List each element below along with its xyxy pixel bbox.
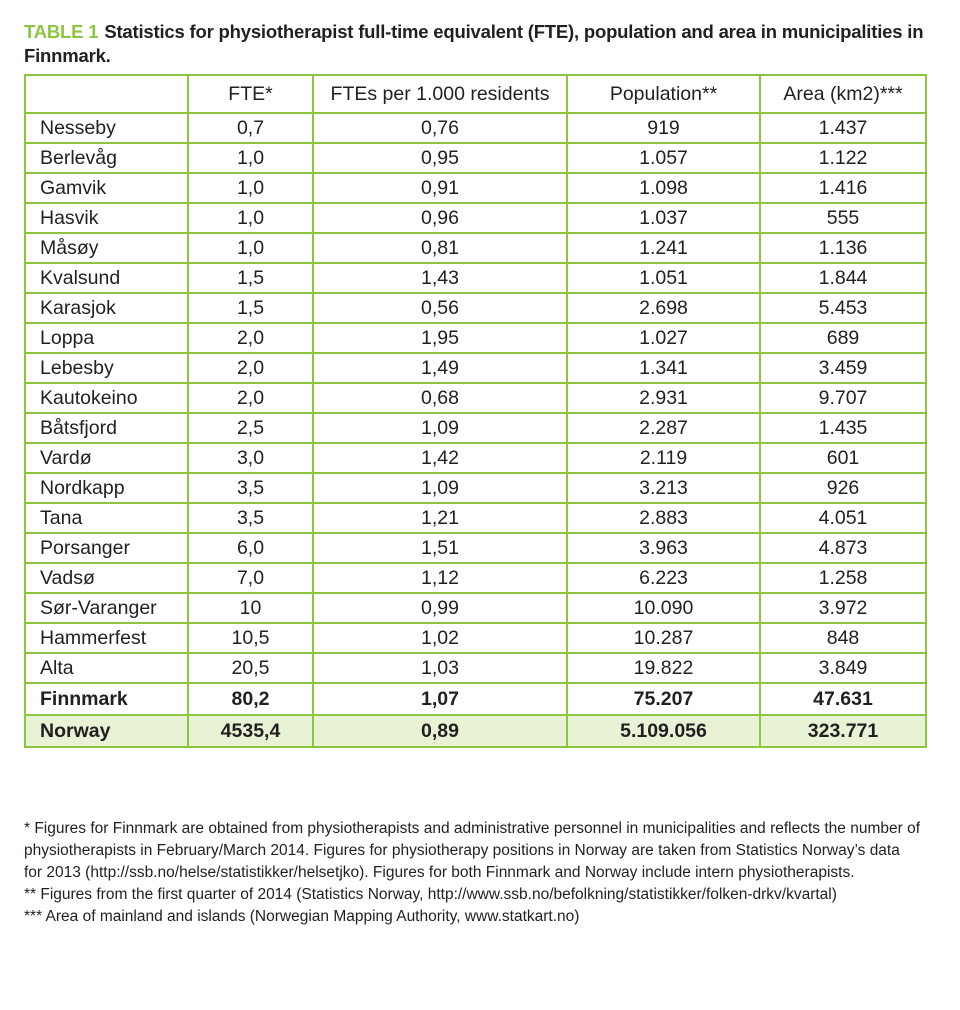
population-cell: 5.109.056 [567, 715, 760, 747]
header-row [25, 75, 926, 113]
municipality-cell: Tana [25, 503, 188, 533]
area-cell: 9.707 [760, 383, 926, 413]
table-row [25, 353, 926, 383]
fte-cell: 10,5 [188, 623, 313, 653]
fte-per-1000-cell: 1,43 [313, 263, 567, 293]
fte-per-1000-cell: 0,89 [313, 715, 567, 747]
fte-per-1000-cell: 0,56 [313, 293, 567, 323]
municipality-cell: Måsøy [25, 233, 188, 263]
table-row [25, 293, 926, 323]
fte-cell: 1,0 [188, 173, 313, 203]
header-municipality [25, 75, 188, 113]
population-cell: 919 [567, 113, 760, 143]
table-row [25, 173, 926, 203]
fte-per-1000-cell: 1,03 [313, 653, 567, 683]
area-cell: 1.435 [760, 413, 926, 443]
table-row [25, 143, 926, 173]
population-cell: 2.287 [567, 413, 760, 443]
table-row [25, 653, 926, 683]
fte-cell: 1,0 [188, 233, 313, 263]
area-cell: 926 [760, 473, 926, 503]
municipality-cell: Karasjok [25, 293, 188, 323]
fte-per-1000-cell: 0,95 [313, 143, 567, 173]
area-cell: 1.258 [760, 563, 926, 593]
area-cell: 1.844 [760, 263, 926, 293]
table-row [25, 203, 926, 233]
population-cell: 10.090 [567, 593, 760, 623]
area-cell: 1.136 [760, 233, 926, 263]
total-row [25, 683, 926, 715]
municipality-cell: Hasvik [25, 203, 188, 233]
table-row [25, 503, 926, 533]
fte-cell: 6,0 [188, 533, 313, 563]
population-cell: 1.051 [567, 263, 760, 293]
fte-per-1000-cell: 1,02 [313, 623, 567, 653]
population-cell: 1.341 [567, 353, 760, 383]
population-cell: 19.822 [567, 653, 760, 683]
fte-cell: 4535,4 [188, 715, 313, 747]
fte-cell: 1,5 [188, 263, 313, 293]
fte-per-1000-cell: 1,42 [313, 443, 567, 473]
fte-per-1000-cell: 0,81 [313, 233, 567, 263]
area-cell: 3.459 [760, 353, 926, 383]
footnotes [24, 818, 920, 928]
footnote-fte: * Figures for Finnmark are obtained from physiotherapists and administrative personnel in municipalities and reflects the number of physiotherapists in February/March 2014. Figures for physiotherapy positions in Norway are taken from Statistics Norway’s data for 2013 (http://ssb.no/helse/statistikker/helsetjko). Figures for both Finnmark and Norway include intern physiotherapists. [24, 820, 920, 881]
population-cell: 1.098 [567, 173, 760, 203]
table-row [25, 473, 926, 503]
table-row [25, 623, 926, 653]
table-row [25, 113, 926, 143]
table-row [25, 443, 926, 473]
population-cell: 1.057 [567, 143, 760, 173]
table-caption [24, 20, 924, 68]
municipality-cell: Loppa [25, 323, 188, 353]
area-cell: 3.972 [760, 593, 926, 623]
fte-per-1000-cell: 1,09 [313, 473, 567, 503]
table-row [25, 593, 926, 623]
fte-cell: 80,2 [188, 683, 313, 715]
population-cell: 6.223 [567, 563, 760, 593]
municipality-cell: Kvalsund [25, 263, 188, 293]
footnote-area: *** Area of mainland and islands (Norwegian Mapping Authority, www.statkart.no) [24, 908, 580, 925]
total-row [25, 715, 926, 747]
municipality-cell: Finnmark [25, 683, 188, 715]
population-cell: 10.287 [567, 623, 760, 653]
municipality-cell: Kautokeino [25, 383, 188, 413]
table-row [25, 263, 926, 293]
table-row [25, 413, 926, 443]
municipality-cell: Alta [25, 653, 188, 683]
area-cell: 47.631 [760, 683, 926, 715]
area-cell: 3.849 [760, 653, 926, 683]
population-cell: 3.963 [567, 533, 760, 563]
table-row [25, 563, 926, 593]
area-cell: 555 [760, 203, 926, 233]
header-area: Area (km2)*** [760, 75, 926, 113]
area-cell: 689 [760, 323, 926, 353]
table-row [25, 233, 926, 263]
fte-per-1000-cell: 1,12 [313, 563, 567, 593]
table-body [25, 113, 926, 747]
statistics-table [24, 74, 927, 748]
municipality-cell: Båtsfjord [25, 413, 188, 443]
table-title: Statistics for physiotherapist full-time equivalent (FTE), population and area in municipalities in Finnmark. [24, 21, 924, 66]
fte-per-1000-cell: 1,09 [313, 413, 567, 443]
area-cell: 5.453 [760, 293, 926, 323]
header-fte: FTE* [188, 75, 313, 113]
fte-cell: 1,0 [188, 203, 313, 233]
fte-per-1000-cell: 1,51 [313, 533, 567, 563]
fte-per-1000-cell: 1,07 [313, 683, 567, 715]
area-cell: 1.416 [760, 173, 926, 203]
fte-per-1000-cell: 1,21 [313, 503, 567, 533]
fte-cell: 1,5 [188, 293, 313, 323]
municipality-cell: Sør-Varanger [25, 593, 188, 623]
table-row [25, 383, 926, 413]
table-label: TABLE 1 [24, 21, 99, 42]
population-cell: 1.241 [567, 233, 760, 263]
area-cell: 848 [760, 623, 926, 653]
municipality-cell: Berlevåg [25, 143, 188, 173]
municipality-cell: Gamvik [25, 173, 188, 203]
fte-cell: 2,0 [188, 323, 313, 353]
table-row [25, 533, 926, 563]
fte-cell: 3,5 [188, 473, 313, 503]
municipality-cell: Porsanger [25, 533, 188, 563]
fte-cell: 20,5 [188, 653, 313, 683]
fte-per-1000-cell: 0,99 [313, 593, 567, 623]
fte-cell: 7,0 [188, 563, 313, 593]
fte-cell: 1,0 [188, 143, 313, 173]
area-cell: 1.122 [760, 143, 926, 173]
fte-per-1000-cell: 0,91 [313, 173, 567, 203]
header-population: Population** [567, 75, 760, 113]
fte-per-1000-cell: 1,49 [313, 353, 567, 383]
municipality-cell: Vadsø [25, 563, 188, 593]
population-cell: 2.698 [567, 293, 760, 323]
population-cell: 2.119 [567, 443, 760, 473]
population-cell: 2.883 [567, 503, 760, 533]
area-cell: 601 [760, 443, 926, 473]
fte-cell: 0,7 [188, 113, 313, 143]
header-fte-per-1000: FTEs per 1.000 residents [313, 75, 567, 113]
table-row [25, 323, 926, 353]
area-cell: 4.873 [760, 533, 926, 563]
area-cell: 4.051 [760, 503, 926, 533]
fte-cell: 10 [188, 593, 313, 623]
area-cell: 1.437 [760, 113, 926, 143]
area-cell: 323.771 [760, 715, 926, 747]
municipality-cell: Nesseby [25, 113, 188, 143]
fte-per-1000-cell: 1,95 [313, 323, 567, 353]
fte-per-1000-cell: 0,68 [313, 383, 567, 413]
fte-cell: 2,5 [188, 413, 313, 443]
fte-cell: 2,0 [188, 353, 313, 383]
population-cell: 3.213 [567, 473, 760, 503]
municipality-cell: Nordkapp [25, 473, 188, 503]
municipality-cell: Norway [25, 715, 188, 747]
fte-per-1000-cell: 0,96 [313, 203, 567, 233]
municipality-cell: Hammerfest [25, 623, 188, 653]
population-cell: 75.207 [567, 683, 760, 715]
population-cell: 1.037 [567, 203, 760, 233]
municipality-cell: Lebesby [25, 353, 188, 383]
fte-cell: 2,0 [188, 383, 313, 413]
population-cell: 2.931 [567, 383, 760, 413]
municipality-cell: Vardø [25, 443, 188, 473]
footnote-population: ** Figures from the first quarter of 2014 (Statistics Norway, http://www.ssb.no/befolkning/statistikker/folken-drkv/kvartal) [24, 886, 837, 903]
fte-cell: 3,0 [188, 443, 313, 473]
fte-cell: 3,5 [188, 503, 313, 533]
population-cell: 1.027 [567, 323, 760, 353]
fte-per-1000-cell: 0,76 [313, 113, 567, 143]
